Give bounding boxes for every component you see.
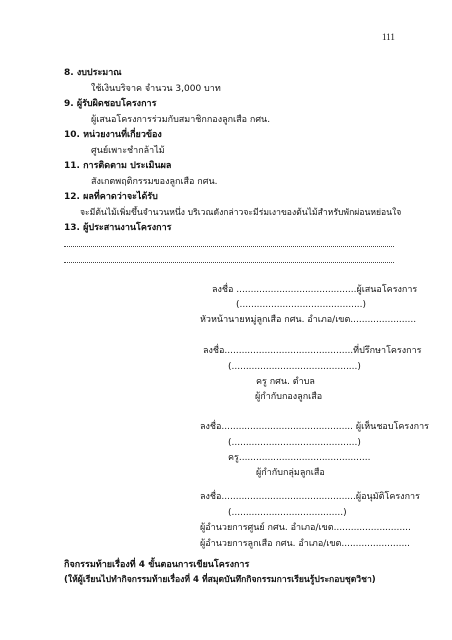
section-13-heading: 13. ผู้ประสานงานโครงการ — [64, 223, 172, 233]
advisor-title-1: ครู กศน. ตำบล — [256, 377, 315, 387]
approver-signature-line: ลงชื่อ.............................................. ผู้เห็นชอบโครงการ — [200, 422, 429, 432]
section-9-heading: 9. ผู้รับผิดชอบโครงการ — [64, 99, 157, 109]
section-8-body: ใช้เงินบริจาค จำนวน 3,000 บาท — [91, 84, 221, 94]
advisor-title-2: ผู้กำกับกองลูกเสือ — [255, 392, 323, 402]
authorizer-name-paren: (.......................................) — [228, 508, 347, 518]
proposer-name-paren: (...........................................) — [236, 300, 367, 310]
section-11-body: สังเกตพฤติกรรมของลูกเสือ กศน. — [91, 177, 218, 187]
section-11-heading: 11. การติดตาม ประเมินผล — [64, 161, 172, 171]
section-8-heading: 8. งบประมาณ — [64, 68, 122, 78]
page-number: 111 — [382, 32, 395, 42]
coordinator-line-2 — [64, 262, 394, 263]
section-12-heading: 12. ผลที่คาดว่าจะได้รับ — [64, 192, 158, 202]
section-12-body: จะมีต้นไม้เพิ่มขึ้นจำนวนหนึ่ง บริเวณดังกล่าวจะมีร่มเงาของต้นไม้สำหรับพักผ่อนหย่อนใจ — [80, 208, 402, 218]
approver-title-2: ผู้กำกับกลุ่มลูกเสือ — [256, 468, 325, 478]
authorizer-title-2: ผู้อำนวยการลูกเสือ กศน. อำเภอ/เขต........................ — [200, 539, 411, 549]
section-10-heading: 10. หน่วยงานที่เกี่ยวข้อง — [64, 130, 162, 140]
section-10-body: ศูนย์เพาะชำกล้าไม้ — [91, 146, 165, 156]
approver-name-paren: (............................................) — [228, 438, 361, 448]
advisor-signature-line: ลงชื่อ.............................................ที่ปรึกษาโครงการ — [203, 346, 422, 356]
advisor-name-paren: (............................................) — [228, 362, 361, 372]
proposer-title: หัวหน้านายหมู่ลูกเสือ กศน. อำเภอ/เขต....................... — [200, 315, 417, 325]
approver-title-1: ครู.............................................. — [228, 453, 371, 463]
coordinator-line-1 — [64, 246, 394, 247]
authorizer-signature-line: ลงชื่อ...............................................ผู้อนุมัติโครงการ — [200, 492, 420, 502]
activity-instruction: (ให้ผู้เรียนไปทำกิจกรรมท้ายเรื่องที่ 4 ที่สมุดบันทึกกิจกรรมการเรียนรู้ประกอบชุดวิชา) — [64, 575, 376, 585]
section-9-body: ผู้เสนอโครงการร่วมกับสมาชิกกองลูกเสือ กศน. — [91, 115, 271, 125]
authorizer-title-1: ผู้อำนวยการศูนย์ กศน. อำเภอ/เขต........................... — [200, 523, 411, 533]
activity-title: กิจกรรมท้ายเรื่องที่ 4 ขั้นตอนการเขียนโครงการ — [64, 560, 250, 570]
proposer-signature-line: ลงชื่อ ..........................................ผู้เสนอโครงการ — [212, 285, 418, 295]
